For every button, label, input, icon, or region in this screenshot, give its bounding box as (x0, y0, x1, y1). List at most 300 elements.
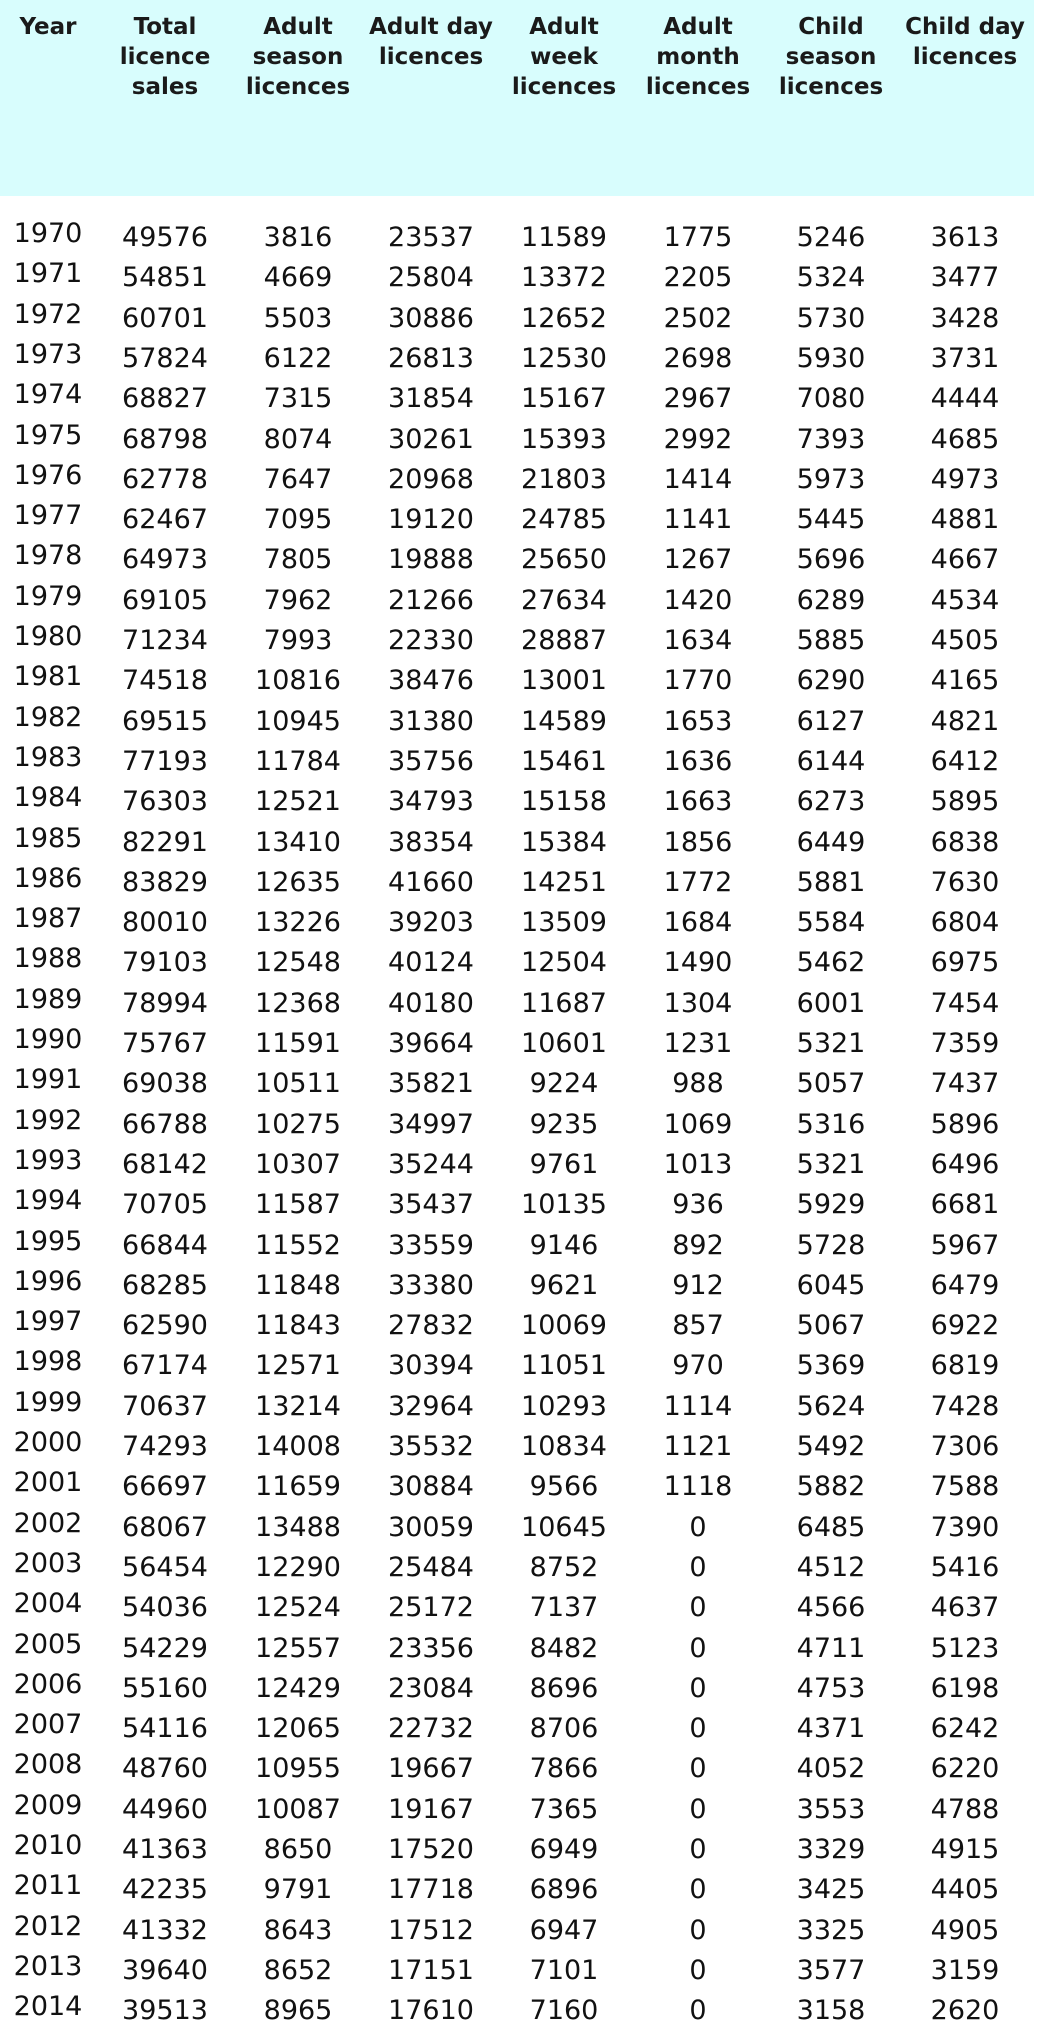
adult-day-cell: 35244 (388, 1148, 474, 1180)
adult-season-cell: 11843 (255, 1310, 341, 1342)
year-cell: 1975 (13, 419, 83, 451)
adult-season-cell: 8643 (263, 1914, 333, 1946)
total-licence-sales-cell: 66788 (122, 1108, 208, 1140)
table-row (0, 1991, 1040, 2031)
year-cell: 2012 (13, 1910, 83, 1942)
adult-month-cell: 0 (689, 1834, 707, 1865)
adult-season-cell: 13410 (255, 826, 341, 858)
child-day-cell: 7390 (930, 1511, 1000, 1543)
table-row (0, 1911, 1040, 1951)
adult-day-cell: 27832 (388, 1310, 474, 1342)
adult-week-cell: 9761 (529, 1148, 599, 1180)
adult-season-cell: 4669 (263, 262, 333, 294)
total-licence-sales-cell: 41332 (122, 1914, 208, 1946)
adult-week-cell: 12652 (521, 302, 607, 334)
child-season-cell: 5929 (796, 1189, 866, 1221)
adult-day-cell: 30261 (388, 423, 474, 455)
child-season-cell: 3325 (796, 1914, 866, 1946)
child-day-cell: 4667 (930, 544, 1000, 576)
child-season-cell: 3425 (796, 1874, 866, 1906)
adult-day-cell: 31380 (388, 705, 474, 737)
adult-month-cell: 0 (689, 1954, 707, 1986)
adult-day-cell: 34997 (388, 1108, 474, 1140)
total-licence-sales-cell: 39640 (122, 1954, 208, 1986)
adult-day-cell: 17512 (388, 1914, 474, 1946)
total-licence-sales-cell: 68142 (122, 1148, 208, 1180)
table-row (0, 379, 1040, 419)
table-row (0, 782, 1040, 822)
total-licence-sales-cell: 62467 (122, 504, 208, 536)
adult-season-cell: 12571 (255, 1350, 341, 1382)
child-day-cell: 7454 (930, 987, 1000, 1019)
adult-month-cell: 1634 (663, 625, 733, 656)
adult-day-cell: 41660 (388, 866, 474, 898)
year-cell: 1989 (13, 983, 83, 1015)
child-day-cell: 4505 (930, 625, 1000, 656)
adult-month-cell: 1121 (663, 1431, 733, 1462)
child-day-cell: 4973 (930, 463, 1000, 495)
total-licence-sales-cell: 78994 (122, 987, 208, 1019)
child-day-cell: 7630 (930, 866, 1000, 898)
adult-day-cell: 17520 (388, 1834, 474, 1865)
adult-month-cell: 1684 (663, 907, 733, 939)
adult-week-cell: 13509 (521, 907, 607, 939)
child-season-cell: 4711 (796, 1632, 866, 1664)
adult-month-cell: 1653 (663, 705, 733, 737)
child-day-cell: 4534 (930, 584, 1000, 616)
year-cell: 1978 (13, 540, 83, 572)
total-licence-sales-cell: 68827 (122, 383, 208, 415)
table-row (0, 863, 1040, 903)
child-season-cell: 6144 (796, 745, 866, 777)
adult-day-cell: 32964 (388, 1390, 474, 1422)
adult-month-cell: 2205 (663, 262, 733, 294)
adult-week-cell: 15384 (521, 826, 607, 858)
child-day-cell: 4165 (930, 665, 1000, 697)
year-cell: 1979 (13, 580, 83, 612)
header-adult-week-licences: Adult week licences (511, 14, 617, 100)
adult-day-cell: 23084 (388, 1672, 474, 1704)
adult-day-cell: 38476 (388, 665, 474, 697)
year-cell: 1973 (13, 338, 83, 370)
year-cell: 1998 (13, 1346, 83, 1378)
year-cell: 1983 (13, 741, 83, 773)
child-season-cell: 6485 (796, 1511, 866, 1543)
table-header-row (0, 0, 1034, 196)
adult-month-cell: 1118 (663, 1471, 733, 1503)
child-season-cell: 5973 (796, 463, 866, 495)
table-row (0, 339, 1040, 379)
adult-day-cell: 26813 (388, 342, 474, 374)
adult-season-cell: 12065 (255, 1713, 341, 1745)
adult-season-cell: 13488 (255, 1511, 341, 1543)
child-day-cell: 5123 (930, 1632, 1000, 1664)
table-row (0, 1427, 1040, 1467)
child-day-cell: 7428 (930, 1390, 1000, 1422)
total-licence-sales-cell: 74293 (122, 1431, 208, 1462)
total-licence-sales-cell: 54116 (122, 1713, 208, 1745)
total-licence-sales-cell: 67174 (122, 1350, 208, 1382)
adult-season-cell: 13226 (255, 907, 341, 939)
adult-week-cell: 15158 (521, 786, 607, 818)
year-cell: 2007 (13, 1709, 83, 1741)
adult-season-cell: 12521 (255, 786, 341, 818)
total-licence-sales-cell: 70637 (122, 1390, 208, 1422)
adult-month-cell: 0 (689, 1592, 707, 1624)
adult-week-cell: 6949 (529, 1834, 599, 1865)
total-licence-sales-cell: 44960 (122, 1793, 208, 1825)
adult-season-cell: 8652 (263, 1954, 333, 1986)
total-licence-sales-cell: 54036 (122, 1592, 208, 1624)
adult-season-cell: 12557 (255, 1632, 341, 1664)
adult-season-cell: 12290 (255, 1551, 341, 1583)
year-cell: 2013 (13, 1950, 83, 1982)
child-day-cell: 5416 (930, 1551, 1000, 1583)
adult-season-cell: 7315 (263, 383, 333, 415)
adult-month-cell: 970 (672, 1350, 724, 1382)
header-total-licence-sales: Total licence sales (119, 14, 211, 100)
adult-season-cell: 10275 (255, 1108, 341, 1140)
adult-day-cell: 21266 (388, 584, 474, 616)
child-season-cell: 6290 (796, 665, 866, 697)
adult-season-cell: 10955 (255, 1753, 341, 1785)
adult-season-cell: 5503 (263, 302, 333, 334)
child-day-cell: 3477 (930, 262, 1000, 294)
adult-season-cell: 14008 (255, 1431, 341, 1462)
child-day-cell: 3159 (930, 1954, 1000, 1986)
adult-week-cell: 9224 (529, 1068, 599, 1100)
child-season-cell: 4052 (796, 1753, 866, 1785)
adult-week-cell: 10069 (521, 1310, 607, 1342)
table-row (0, 1024, 1040, 1064)
adult-month-cell: 1013 (663, 1148, 733, 1180)
header-adult-month-licences: Adult month licences (645, 14, 751, 100)
adult-week-cell: 12504 (521, 947, 607, 979)
year-cell: 2005 (13, 1628, 83, 1660)
year-cell: 1970 (13, 218, 83, 249)
adult-season-cell: 12548 (255, 947, 341, 979)
adult-week-cell: 7137 (529, 1592, 599, 1624)
child-day-cell: 5895 (930, 786, 1000, 818)
year-cell: 2003 (13, 1547, 83, 1579)
adult-day-cell: 33380 (388, 1269, 474, 1301)
child-season-cell: 5246 (796, 222, 866, 253)
child-day-cell: 3428 (930, 302, 1000, 334)
child-day-cell: 4821 (930, 705, 1000, 737)
adult-day-cell: 31854 (388, 383, 474, 415)
adult-week-cell: 8696 (529, 1672, 599, 1704)
table-row (0, 1387, 1040, 1427)
adult-week-cell: 14589 (521, 705, 607, 737)
table-row (0, 823, 1040, 863)
total-licence-sales-cell: 57824 (122, 342, 208, 374)
total-licence-sales-cell: 64973 (122, 544, 208, 576)
adult-week-cell: 8752 (529, 1551, 599, 1583)
total-licence-sales-cell: 66697 (122, 1471, 208, 1503)
total-licence-sales-cell: 68067 (122, 1511, 208, 1543)
child-day-cell: 4915 (930, 1834, 1000, 1865)
year-cell: 1981 (13, 661, 83, 693)
adult-week-cell: 10601 (521, 1028, 607, 1059)
year-cell: 1985 (13, 822, 83, 854)
total-licence-sales-cell: 54851 (122, 262, 208, 294)
table-row (0, 1669, 1040, 1709)
adult-season-cell: 11591 (255, 1028, 341, 1059)
child-day-cell: 4685 (930, 423, 1000, 455)
adult-week-cell: 12530 (521, 342, 607, 374)
total-licence-sales-cell: 56454 (122, 1551, 208, 1583)
adult-week-cell: 15461 (521, 745, 607, 777)
year-cell: 1986 (13, 862, 83, 894)
adult-season-cell: 7805 (263, 544, 333, 576)
adult-season-cell: 11659 (255, 1471, 341, 1503)
adult-day-cell: 39203 (388, 907, 474, 939)
adult-month-cell: 0 (689, 1511, 707, 1543)
child-season-cell: 5881 (796, 866, 866, 898)
adult-day-cell: 30886 (388, 302, 474, 334)
table-row (0, 1226, 1040, 1266)
child-day-cell: 5967 (930, 1229, 1000, 1261)
adult-season-cell: 10945 (255, 705, 341, 737)
total-licence-sales-cell: 68285 (122, 1269, 208, 1301)
child-season-cell: 4512 (796, 1551, 866, 1583)
year-cell: 1994 (13, 1185, 83, 1217)
adult-day-cell: 35437 (388, 1189, 474, 1221)
child-day-cell: 6681 (930, 1189, 1000, 1221)
adult-month-cell: 1069 (663, 1108, 733, 1140)
child-day-cell: 6242 (930, 1713, 1000, 1745)
adult-week-cell: 7866 (529, 1753, 599, 1785)
adult-month-cell: 1770 (663, 665, 733, 697)
total-licence-sales-cell: 79103 (122, 947, 208, 979)
child-season-cell: 5882 (796, 1471, 866, 1503)
child-season-cell: 5728 (796, 1229, 866, 1261)
child-day-cell: 3731 (930, 342, 1000, 374)
adult-month-cell: 1114 (663, 1390, 733, 1422)
adult-day-cell: 17610 (388, 1995, 474, 2027)
year-cell: 1980 (13, 621, 83, 652)
child-day-cell: 6479 (930, 1269, 1000, 1301)
year-cell: 2006 (13, 1668, 83, 1700)
table-row (0, 420, 1040, 460)
year-cell: 2014 (13, 1991, 83, 2023)
adult-month-cell: 2698 (663, 342, 733, 374)
header-child-season-licences: Child season licences (778, 14, 884, 100)
adult-day-cell: 33559 (388, 1229, 474, 1261)
table-row (0, 1105, 1040, 1145)
child-day-cell: 4881 (930, 504, 1000, 536)
child-season-cell: 5067 (796, 1310, 866, 1342)
child-day-cell: 6819 (930, 1350, 1000, 1382)
total-licence-sales-cell: 70705 (122, 1189, 208, 1221)
total-licence-sales-cell: 69038 (122, 1068, 208, 1100)
adult-week-cell: 28887 (521, 625, 607, 656)
table-row (0, 258, 1040, 298)
adult-season-cell: 10816 (255, 665, 341, 697)
adult-week-cell: 14251 (521, 866, 607, 898)
table-row (0, 581, 1040, 621)
adult-season-cell: 3816 (263, 222, 333, 253)
adult-week-cell: 15167 (521, 383, 607, 415)
child-season-cell: 4753 (796, 1672, 866, 1704)
child-day-cell: 6412 (930, 745, 1000, 777)
adult-week-cell: 8482 (529, 1632, 599, 1664)
table-row (0, 661, 1040, 701)
adult-month-cell: 2992 (663, 423, 733, 455)
child-season-cell: 5930 (796, 342, 866, 374)
year-cell: 2001 (13, 1467, 83, 1499)
table-row (0, 1064, 1040, 1104)
adult-week-cell: 10645 (521, 1511, 607, 1543)
child-day-cell: 6220 (930, 1753, 1000, 1785)
adult-season-cell: 12368 (255, 987, 341, 1019)
year-cell: 1991 (13, 1064, 83, 1096)
table-row (0, 1467, 1040, 1507)
adult-week-cell: 6896 (529, 1874, 599, 1906)
child-season-cell: 5321 (796, 1148, 866, 1180)
table-row (0, 984, 1040, 1024)
adult-day-cell: 40180 (388, 987, 474, 1019)
year-cell: 2010 (13, 1830, 83, 1861)
total-licence-sales-cell: 74518 (122, 665, 208, 697)
total-licence-sales-cell: 76303 (122, 786, 208, 818)
adult-month-cell: 857 (672, 1310, 724, 1342)
adult-day-cell: 23537 (388, 222, 474, 253)
adult-season-cell: 8074 (263, 423, 333, 455)
child-day-cell: 4905 (930, 1914, 1000, 1946)
adult-day-cell: 22330 (388, 625, 474, 656)
year-cell: 2004 (13, 1588, 83, 1620)
child-season-cell: 4371 (796, 1713, 866, 1745)
table-row (0, 460, 1040, 500)
table-row (0, 903, 1040, 943)
total-licence-sales-cell: 77193 (122, 745, 208, 777)
child-season-cell: 5492 (796, 1431, 866, 1462)
table-row (0, 500, 1040, 540)
table-row (0, 1266, 1040, 1306)
table-row (0, 1749, 1040, 1789)
adult-day-cell: 30884 (388, 1471, 474, 1503)
child-season-cell: 5321 (796, 1028, 866, 1059)
year-cell: 1999 (13, 1386, 83, 1418)
child-day-cell: 7437 (930, 1068, 1000, 1100)
child-season-cell: 5057 (796, 1068, 866, 1100)
table-row (0, 1306, 1040, 1346)
adult-month-cell: 1636 (663, 745, 733, 777)
adult-month-cell: 1772 (663, 866, 733, 898)
table-row (0, 1709, 1040, 1749)
year-cell: 1997 (13, 1306, 83, 1338)
adult-season-cell: 7962 (263, 584, 333, 616)
child-day-cell: 6922 (930, 1310, 1000, 1342)
adult-month-cell: 0 (689, 1672, 707, 1704)
adult-month-cell: 1856 (663, 826, 733, 858)
total-licence-sales-cell: 68798 (122, 423, 208, 455)
total-licence-sales-cell: 66844 (122, 1229, 208, 1261)
adult-day-cell: 19667 (388, 1753, 474, 1785)
adult-week-cell: 10834 (521, 1431, 607, 1462)
adult-season-cell: 10511 (255, 1068, 341, 1100)
child-season-cell: 6127 (796, 705, 866, 737)
adult-week-cell: 7101 (529, 1954, 599, 1986)
table-row (0, 1830, 1040, 1870)
adult-month-cell: 0 (689, 1995, 707, 2027)
total-licence-sales-cell: 62778 (122, 463, 208, 495)
adult-week-cell: 11687 (521, 987, 607, 1019)
child-season-cell: 6001 (796, 987, 866, 1019)
total-licence-sales-cell: 69105 (122, 584, 208, 616)
child-season-cell: 6273 (796, 786, 866, 818)
total-licence-sales-cell: 54229 (122, 1632, 208, 1664)
adult-season-cell: 6122 (263, 342, 333, 374)
adult-week-cell: 9566 (529, 1471, 599, 1503)
child-season-cell: 5324 (796, 262, 866, 294)
total-licence-sales-cell: 62590 (122, 1310, 208, 1342)
adult-week-cell: 9146 (529, 1229, 599, 1261)
adult-season-cell: 11587 (255, 1189, 341, 1221)
child-season-cell: 5730 (796, 302, 866, 334)
table-row (0, 1951, 1040, 1991)
child-day-cell: 6198 (930, 1672, 1000, 1704)
child-day-cell: 7588 (930, 1471, 1000, 1503)
total-licence-sales-cell: 49576 (122, 222, 208, 253)
year-cell: 2009 (13, 1789, 83, 1821)
child-season-cell: 3329 (796, 1834, 866, 1865)
adult-month-cell: 1775 (663, 222, 733, 253)
child-season-cell: 7080 (796, 383, 866, 415)
total-licence-sales-cell: 75767 (122, 1028, 208, 1059)
adult-week-cell: 10135 (521, 1189, 607, 1221)
adult-season-cell: 8965 (263, 1995, 333, 2027)
child-season-cell: 5369 (796, 1350, 866, 1382)
adult-month-cell: 0 (689, 1874, 707, 1906)
adult-month-cell: 0 (689, 1551, 707, 1583)
table-row (0, 1548, 1040, 1588)
child-day-cell: 4405 (930, 1874, 1000, 1906)
table-row (0, 218, 1040, 258)
year-cell: 2011 (13, 1870, 83, 1902)
table-row (0, 702, 1040, 742)
adult-month-cell: 988 (672, 1068, 724, 1100)
adult-month-cell: 1663 (663, 786, 733, 818)
adult-season-cell: 10087 (255, 1793, 341, 1825)
child-season-cell: 3158 (796, 1995, 866, 2027)
total-licence-sales-cell: 82291 (122, 826, 208, 858)
child-season-cell: 5696 (796, 544, 866, 576)
adult-day-cell: 38354 (388, 826, 474, 858)
adult-day-cell: 19888 (388, 544, 474, 576)
table-row (0, 1145, 1040, 1185)
adult-season-cell: 13214 (255, 1390, 341, 1422)
adult-week-cell: 13372 (521, 262, 607, 294)
adult-month-cell: 1420 (663, 584, 733, 616)
adult-month-cell: 2967 (663, 383, 733, 415)
adult-week-cell: 13001 (521, 665, 607, 697)
adult-week-cell: 10293 (521, 1390, 607, 1422)
header-year: Year (19, 14, 77, 40)
adult-season-cell: 7993 (263, 625, 333, 656)
table-row (0, 943, 1040, 983)
child-season-cell: 5445 (796, 504, 866, 536)
year-cell: 1987 (13, 903, 83, 935)
child-day-cell: 4788 (930, 1793, 1000, 1825)
adult-day-cell: 25804 (388, 262, 474, 294)
adult-week-cell: 27634 (521, 584, 607, 616)
adult-month-cell: 1231 (663, 1028, 733, 1059)
year-cell: 1977 (13, 500, 83, 532)
year-cell: 1995 (13, 1225, 83, 1257)
table-row (0, 1870, 1040, 1910)
